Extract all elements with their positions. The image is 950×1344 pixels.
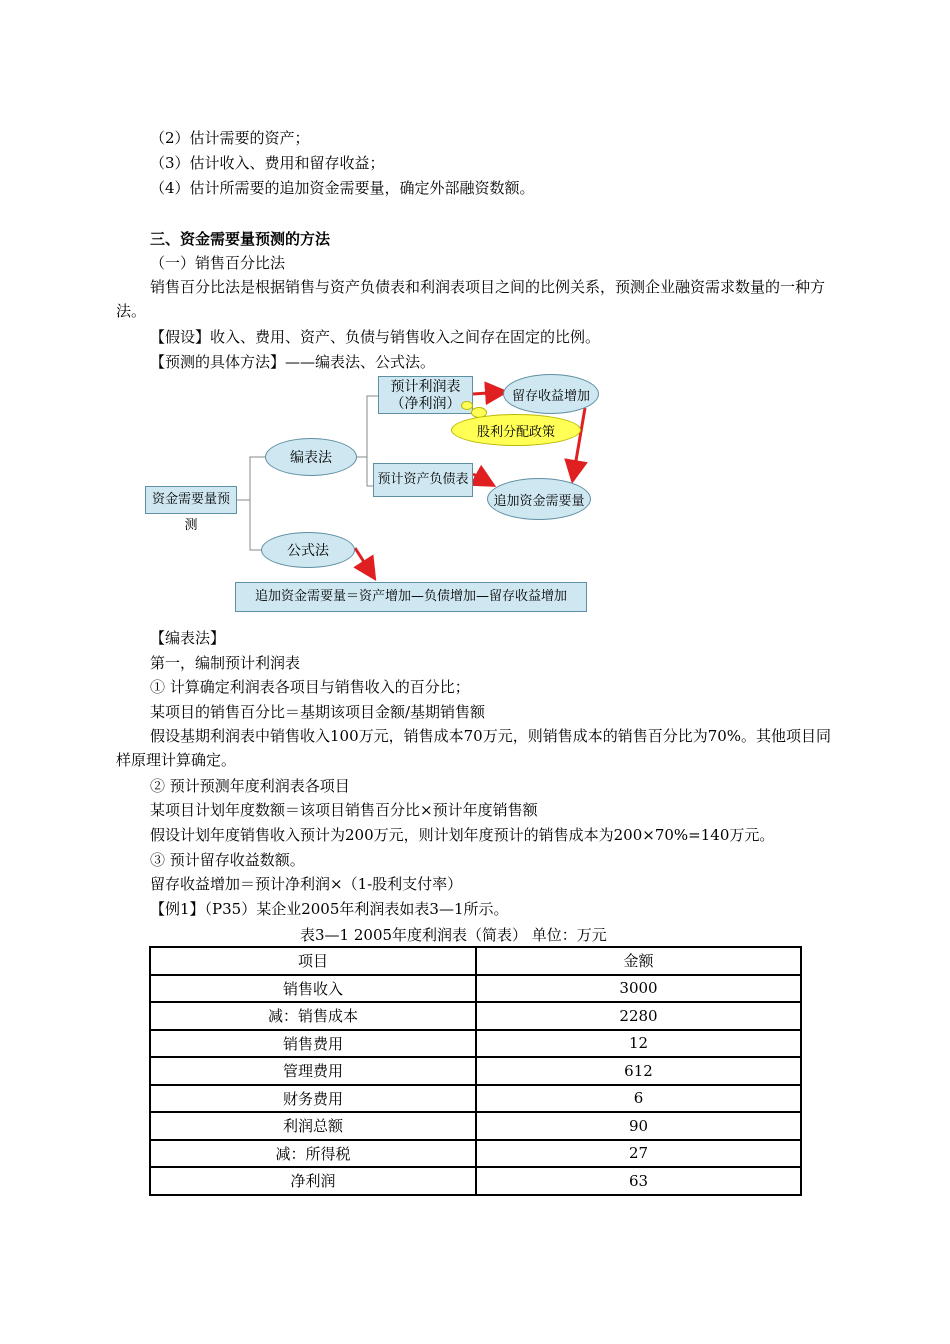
balance-sheet-box: 预计资产负债表 <box>373 463 473 497</box>
header-cell: 项目 <box>150 947 476 975</box>
table-row <box>150 1167 801 1195</box>
item-cell: 管理费用 <box>150 1057 476 1085</box>
table-caption: 表3—1 2005年度利润表（简表） 单位：万元 <box>300 926 607 944</box>
section-heading: 三、资金需要量预测的方法 <box>150 230 331 248</box>
item-cell: 财务费用 <box>150 1085 476 1113</box>
amount-cell: 612 <box>476 1057 801 1085</box>
step1-1-example: 假设基期利润表中销售收入100万元，销售成本70万元，则销售成本的销售百分比为70%。其他项目同样原理计算确定。 <box>116 727 832 769</box>
income-statement-box <box>378 376 473 414</box>
amount-cell: 3000 <box>476 975 801 1003</box>
retained-earnings-ellipse: 留存收益增加 <box>503 374 599 414</box>
formula-box: 追加资金需要量＝资产增加—负债增加—留存收益增加 <box>235 582 587 612</box>
table-row <box>150 1057 801 1085</box>
step1-1-formula: 某项目的销售百分比＝基期该项目金额/基期销售额 <box>150 703 486 721</box>
table-header-row <box>150 947 801 975</box>
step1-3: ③ 预计留存收益数额。 <box>150 851 305 869</box>
subsection-heading: （一）销售百分比法 <box>150 254 286 272</box>
table-row <box>150 1112 801 1140</box>
amount-cell: 2280 <box>476 1002 801 1030</box>
step1-3-formula: 留存收益增加＝预计净利润×（1-股利支付率） <box>150 875 463 893</box>
methods-line: 【预测的具体方法】——编表法、公式法。 <box>150 353 436 371</box>
table-row <box>150 1030 801 1058</box>
formula-method-ellipse: 公式法 <box>261 532 355 568</box>
table-row <box>150 1085 801 1113</box>
table-row <box>150 975 801 1003</box>
amount-cell: 6 <box>476 1085 801 1113</box>
income-statement-table <box>149 946 802 1196</box>
step1-2-formula: 某项目计划年度数额＝该项目销售百分比×预计年度销售额 <box>150 801 538 819</box>
table-method-heading: 【编表法】 <box>150 629 226 647</box>
root-box: 资金需要量预测 <box>145 486 237 514</box>
step1-2-example: 假设计划年度销售收入预计为200万元，则计划年度预计的销售成本为200×70%=140万元。 <box>150 826 775 844</box>
item-cell: 利润总额 <box>150 1112 476 1140</box>
definition-paragraph: 销售百分比法是根据销售与资产负债表和利润表项目之间的比例关系，预测企业融资需求数量的一种方法。 <box>116 278 826 320</box>
method-diagram <box>145 368 595 616</box>
item-cell: 销售收入 <box>150 975 476 1003</box>
header-cell: 金额 <box>476 947 801 975</box>
dividend-policy-cloud: 股利分配政策 <box>451 414 581 446</box>
table-row <box>150 1140 801 1168</box>
table-method-ellipse: 编表法 <box>265 438 357 476</box>
item-cell: 减：所得税 <box>150 1140 476 1168</box>
list-item-3: （3）估计收入、费用和留存收益； <box>150 154 385 172</box>
amount-cell: 27 <box>476 1140 801 1168</box>
amount-cell: 90 <box>476 1112 801 1140</box>
list-item-2: （2）估计需要的资产； <box>150 129 310 147</box>
assumption-line: 【假设】收入、费用、资产、负债与销售收入之间存在固定的比例。 <box>150 328 601 346</box>
item-cell: 净利润 <box>150 1167 476 1195</box>
example-intro: 【例1】（P35）某企业2005年利润表如表3—1所示。 <box>150 900 509 918</box>
amount-cell: 63 <box>476 1167 801 1195</box>
step1-2: ② 预计预测年度利润表各项目 <box>150 777 350 795</box>
item-cell: 减：销售成本 <box>150 1002 476 1030</box>
step1-1: ① 计算确定利润表各项目与销售收入的百分比； <box>150 678 470 696</box>
additional-funds-ellipse: 追加资金需要量 <box>487 478 591 520</box>
step1-heading: 第一，编制预计利润表 <box>150 654 301 672</box>
income-statement-title: 预计利润表 <box>390 379 461 395</box>
item-cell: 销售费用 <box>150 1030 476 1058</box>
income-statement-subtitle: （净利润） <box>390 396 461 412</box>
list-item-4: （4）估计所需要的追加资金需要量，确定外部融资数额。 <box>150 179 535 197</box>
table-row <box>150 1002 801 1030</box>
amount-cell: 12 <box>476 1030 801 1058</box>
